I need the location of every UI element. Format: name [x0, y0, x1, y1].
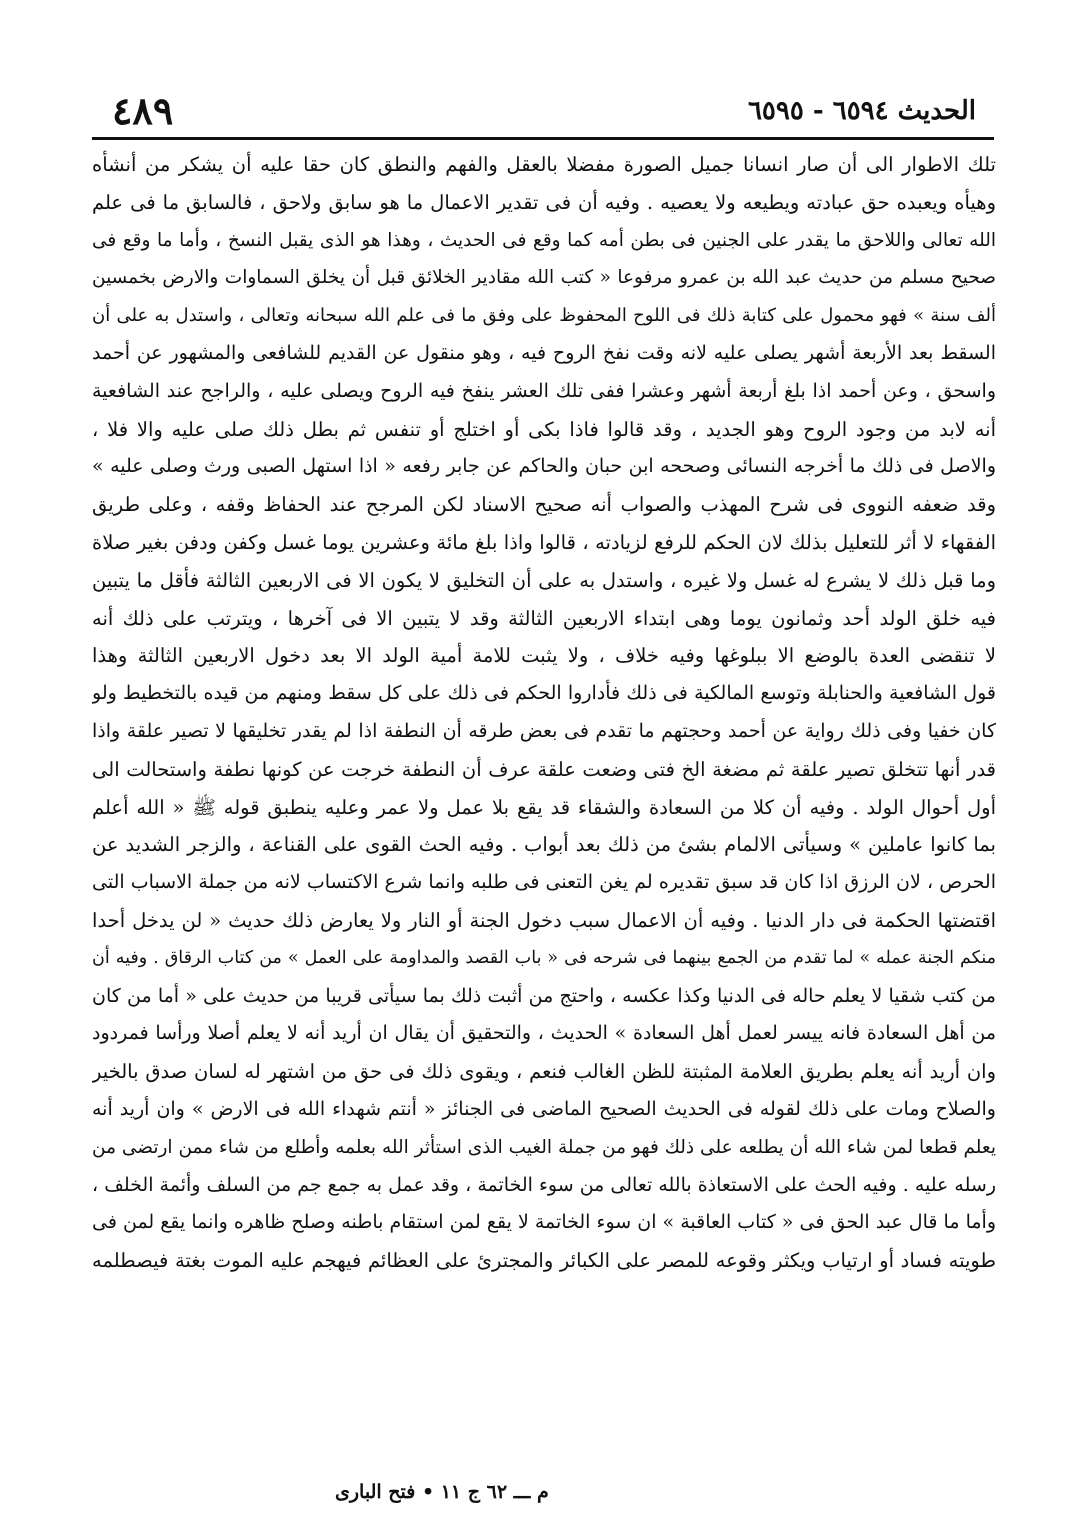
running-head: الحديث ٦٥٩٤ - ٦٥٩٥ — [747, 96, 976, 126]
footer-signature: م ـــ ٦٢ ج ١١ • فتح البارى — [335, 1481, 549, 1503]
text-line: وهيأه ويعبده حق عبادته ويطيعه ولا يعصيه . وفيه أن فى تقدير الاعمال ما هو سابق ولاحق ، فالسابق ما فى علم — [92, 190, 996, 214]
text-line: الفقهاء لا أثر للتعليل بذلك لان الحكم للرفع لزيادته ، قالوا واذا بلغ مائة وعشرين يوما غسل وكفن ودفن بغير صلاة — [92, 530, 996, 554]
text-line: وما قبل ذلك لا يشرع له غسل ولا غيره ، واستدل به على أن التخليق لا يكون الا فى الاربعين الثالثة فأقل ما يتبين — [92, 568, 996, 592]
text-line: فيه خلق الولد أحد وثمانون يوما وهى ابتداء الاربعين الثالثة وقد لا يتبين الا فى آخرها ، ويترتب على ذلك أنه — [92, 606, 996, 630]
header-rule — [92, 137, 994, 140]
text-line: وأما ما قال عبد الحق فى « كتاب العاقبة » ان سوء الخاتمة لا يقع لمن استقام باطنه وصلح ظاهره وانما يقع لمن فى — [92, 1211, 996, 1234]
text-line: السقط بعد الأربعة أشهر يصلى عليه لانه وقت نفخ الروح فيه ، وهو منقول عن القديم للشافعى والمشهور عن أحمد — [92, 341, 996, 364]
text-line: طويته فساد أو ارتياب ويكثر وقوعه للمصر على الكبائر والمجترئ على العظائم فيهجم عليه الموت بغتة فيصطلمه — [92, 1249, 996, 1273]
text-line: اقتضتها الحكمة فى دار الدنيا . وفيه أن الاعمال سبب دخول الجنة أو النار ولا يعارض ذلك حديث « لن يدخل أحدا — [92, 908, 996, 932]
text-line: تلك الاطوار الى أن صار انسانا جميل الصورة مفضلا بالعقل والفهم والنطق كان حقا عليه أن يشكر من أنشأه — [92, 153, 996, 176]
text-line: صحيح مسلم من حديث عبد الله بن عمرو مرفوعا « كتب الله مقادير الخلائق قبل أن يخلق السماوات والارض بخمسين — [92, 267, 996, 289]
text-line: من أهل السعادة فانه ييسر لعمل أهل السعادة » الحديث ، والتحقيق أن يقال ان أريد أنه لا يعلم أصلا ورأسا فمردود — [92, 1022, 996, 1045]
text-line: الله تعالى واللاحق ما يقدر على الجنين فى بطن أمه كما وقع فى الحديث ، وهذا هو الذى يقبل النسخ ، وأما ما وقع فى — [92, 229, 996, 251]
text-line: لا تنقضى العدة بالوضع الا ببلوغها وفيه خلاف ، ولا يثبت للامة أمية الولد الا بعد دخول الاربعين الثالثة وهذا — [92, 644, 996, 668]
text-line: يعلم قطعا لمن شاء الله أن يطلعه على ذلك فهو من جملة الغيب الذى استأثر الله بعلمه وأطلع من شاء ممن ارتضى من — [92, 1136, 996, 1158]
text-line: أول أحوال الولد . وفيه أن كلا من السعادة والشقاء قد يقع بلا عمل ولا عمر وعليه ينطبق قوله ﷺ « الله أعلم — [92, 795, 996, 819]
text-line: أنه لابد من وجود الروح وهو الجديد ، وقد قالوا فاذا بكى أو اختلج أو تنفس ثم بطل ذلك صلى عليه والا فلا ، — [92, 417, 996, 441]
text-line: من كتب شقيا لا يعلم حاله فى الدنيا وكذا عكسه ، واحتج من أثبت ذلك بما سيأتى قريبا من حديث على « أما من كان — [92, 984, 996, 1007]
text-line: الحرص ، لان الرزق اذا كان قد سبق تقديره لم يغن التعنى فى طلبه وانما شرع الاكتساب لانه من جملة الاسباب التى — [92, 871, 996, 894]
text-line: قدر أنها تتخلق تصير علقة ثم مضغة الخ فتى وضعت علقة عرف أن النطفة خرجت عن كونها نطفة واستحالت الى — [92, 757, 996, 781]
body-text — [92, 146, 996, 1280]
text-line: وان أريد أنه يعلم بطريق العلامة المثبتة للظن الغالب فنعم ، ويقوى ذلك فى حق من اشتهر له لسان صدق بالخير — [92, 1060, 996, 1084]
text-line: قول الشافعية والحنابلة وتوسع المالكية فى ذلك فأداروا الحكم فى ذلك على كل سقط ومنهم من قيده بالتخطيط ولو — [92, 682, 996, 705]
text-line: والصلاح ومات على ذلك لقوله فى الحديث الصحيح الماضى فى الجنائز « أنتم شهداء الله فى الارض » وان أريد أنه — [92, 1097, 996, 1120]
page-number: ٤٨٩ — [112, 88, 174, 133]
text-line: وقد ضعفه النووى فى شرح المهذب والصواب أنه صحيح الاسناد لكن المرجح عند الحفاظ وقفه ، وعلى طريق — [92, 493, 996, 517]
text-line: والاصل فى ذلك ما أخرجه النسائى وصححه ابن حبان والحاكم عن جابر رفعه « اذا استهل الصبى ورث وصلى عليه » — [92, 455, 996, 478]
text-line: ألف سنة » فهو محمول على كتابة ذلك فى اللوح المحفوظ على وفق ما فى علم الله سبحانه وتعالى ، واستدل به على أن — [92, 305, 996, 327]
text-line: منكم الجنة عمله » لما تقدم من الجمع بينهما فى شرحه فى « باب القصد والمداومة على العمل » من كتاب الرقاق . وفيه أن — [92, 947, 996, 968]
text-line: كان خفيا وفى ذلك رواية عن أحمد وحجتهم ما تقدم فى بعض طرقه أن النطفة اذا لم يقدر تخليقها لا تصير علقة واذا — [92, 719, 996, 742]
text-line: واسحق ، وعن أحمد اذا بلغ أربعة أشهر وعشرا ففى تلك العشر ينفخ فيه الروح ويصلى عليه ، والراجح عند الشافعية — [92, 379, 996, 402]
text-line: رسله عليه . وفيه الحث على الاستعاذة بالله تعالى من سوء الخاتمة ، وقد عمل به جمع جم من السلف وأئمة الخلف ، — [92, 1173, 996, 1196]
text-line: بما كانوا عاملين » وسيأتى الالمام بشئ من ذلك بعد أبواب . وفيه الحث القوى على القناعة ، والزجر الشديد عن — [92, 833, 996, 857]
